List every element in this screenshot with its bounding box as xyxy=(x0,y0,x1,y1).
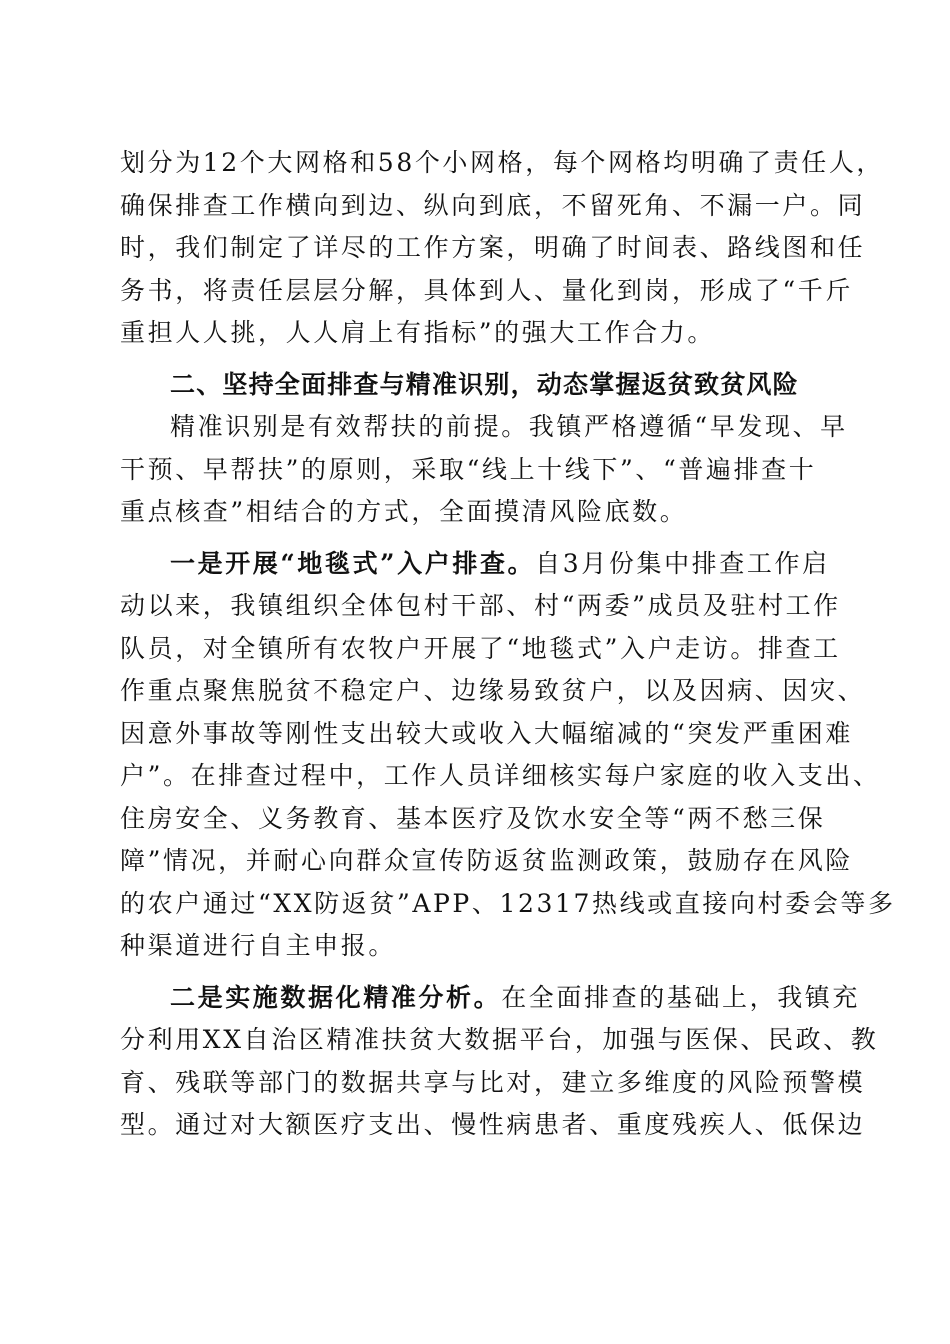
paragraph-line: 队员，对全镇所有农牧户开展了“地毯式”入户走访。排查工 xyxy=(120,633,841,663)
paragraph-line: 障”情况，并耐心向群众宣传防返贫监测政策，鼓励存在风险 xyxy=(120,846,853,875)
paragraph-line: 户”。在排查过程中，工作人员详细核实每户家庭的收入支出、 xyxy=(120,761,881,790)
paragraph-text: 在全面排查的基础上，我镇充 xyxy=(501,982,861,1012)
paragraph-line: 确保排查工作横向到边、纵向到底，不留死角、不漏一户。同 xyxy=(120,190,866,220)
paragraph-line: 时，我们制定了详尽的工作方案，明确了时间表、路线图和任 xyxy=(120,233,866,262)
paragraph-line: 育、残联等部门的数据共享与比对，建立多维度的风险预警模 xyxy=(120,1067,866,1097)
paragraph-line: 干预、早帮扶”的原则，采取“线上十线下”、“普遍排查十 xyxy=(120,454,817,484)
paragraph-line: 因意外事故等刚性支出较大或收入大幅缩减的“突发严重困难 xyxy=(120,718,853,748)
paragraph-line: 分利用XX自治区精准扶贫大数据平台，加强与医保、民政、教 xyxy=(120,1025,879,1054)
paragraph-line: 重担人人挑，人人肩上有指标”的强大工作合力。 xyxy=(120,318,715,347)
paragraph-first-line xyxy=(120,543,840,586)
paragraph-text: 自3月份集中排查工作启 xyxy=(535,548,830,578)
paragraph-line: 作重点聚焦脱贫不稳定户、边缘易致贫户，以及因病、因灾、 xyxy=(120,676,866,705)
paragraph-line: 划分为12个大网格和58个小网格，每个网格均明确了责任人， xyxy=(120,148,885,177)
paragraph-1 xyxy=(120,142,885,355)
paragraph-3 xyxy=(120,543,896,968)
document-page xyxy=(120,142,896,1147)
paragraph-line: 重点核查”相结合的方式，全面摸清风险底数。 xyxy=(120,497,688,526)
section-heading: 二、坚持全面排查与精准识别，动态掌握返贫致贫风险 xyxy=(170,369,799,399)
paragraph-2 xyxy=(120,406,848,534)
paragraph-line: 务书，将责任层层分解，具体到人、量化到岗，形成了“千斤 xyxy=(120,275,853,305)
paragraph-line: 动以来，我镇组织全体包村干部、村“两委”成员及驻村工作 xyxy=(120,591,841,620)
paragraph-4 xyxy=(120,977,879,1147)
paragraph-line: 的农户通过“XX防返贫”APP、12317热线或直接向村委会等多 xyxy=(120,888,896,918)
paragraph-first-line xyxy=(120,977,861,1020)
paragraph-line: 种渠道进行自主申报。 xyxy=(120,931,397,960)
paragraph-line: 住房安全、义务教育、基本医疗及饮水安全等“两不愁三保 xyxy=(120,803,826,833)
paragraph-line: 精准识别是有效帮扶的前提。我镇严格遵循“早发现、早 xyxy=(170,412,848,441)
paragraph-lead: 二是实施数据化精准分析。 xyxy=(170,982,502,1012)
paragraph-line: 型。通过对大额医疗支出、慢性病患者、重度残疾人、低保边 xyxy=(120,1110,866,1139)
paragraph-lead: 一是开展“地毯式”入户排查。 xyxy=(170,548,536,578)
